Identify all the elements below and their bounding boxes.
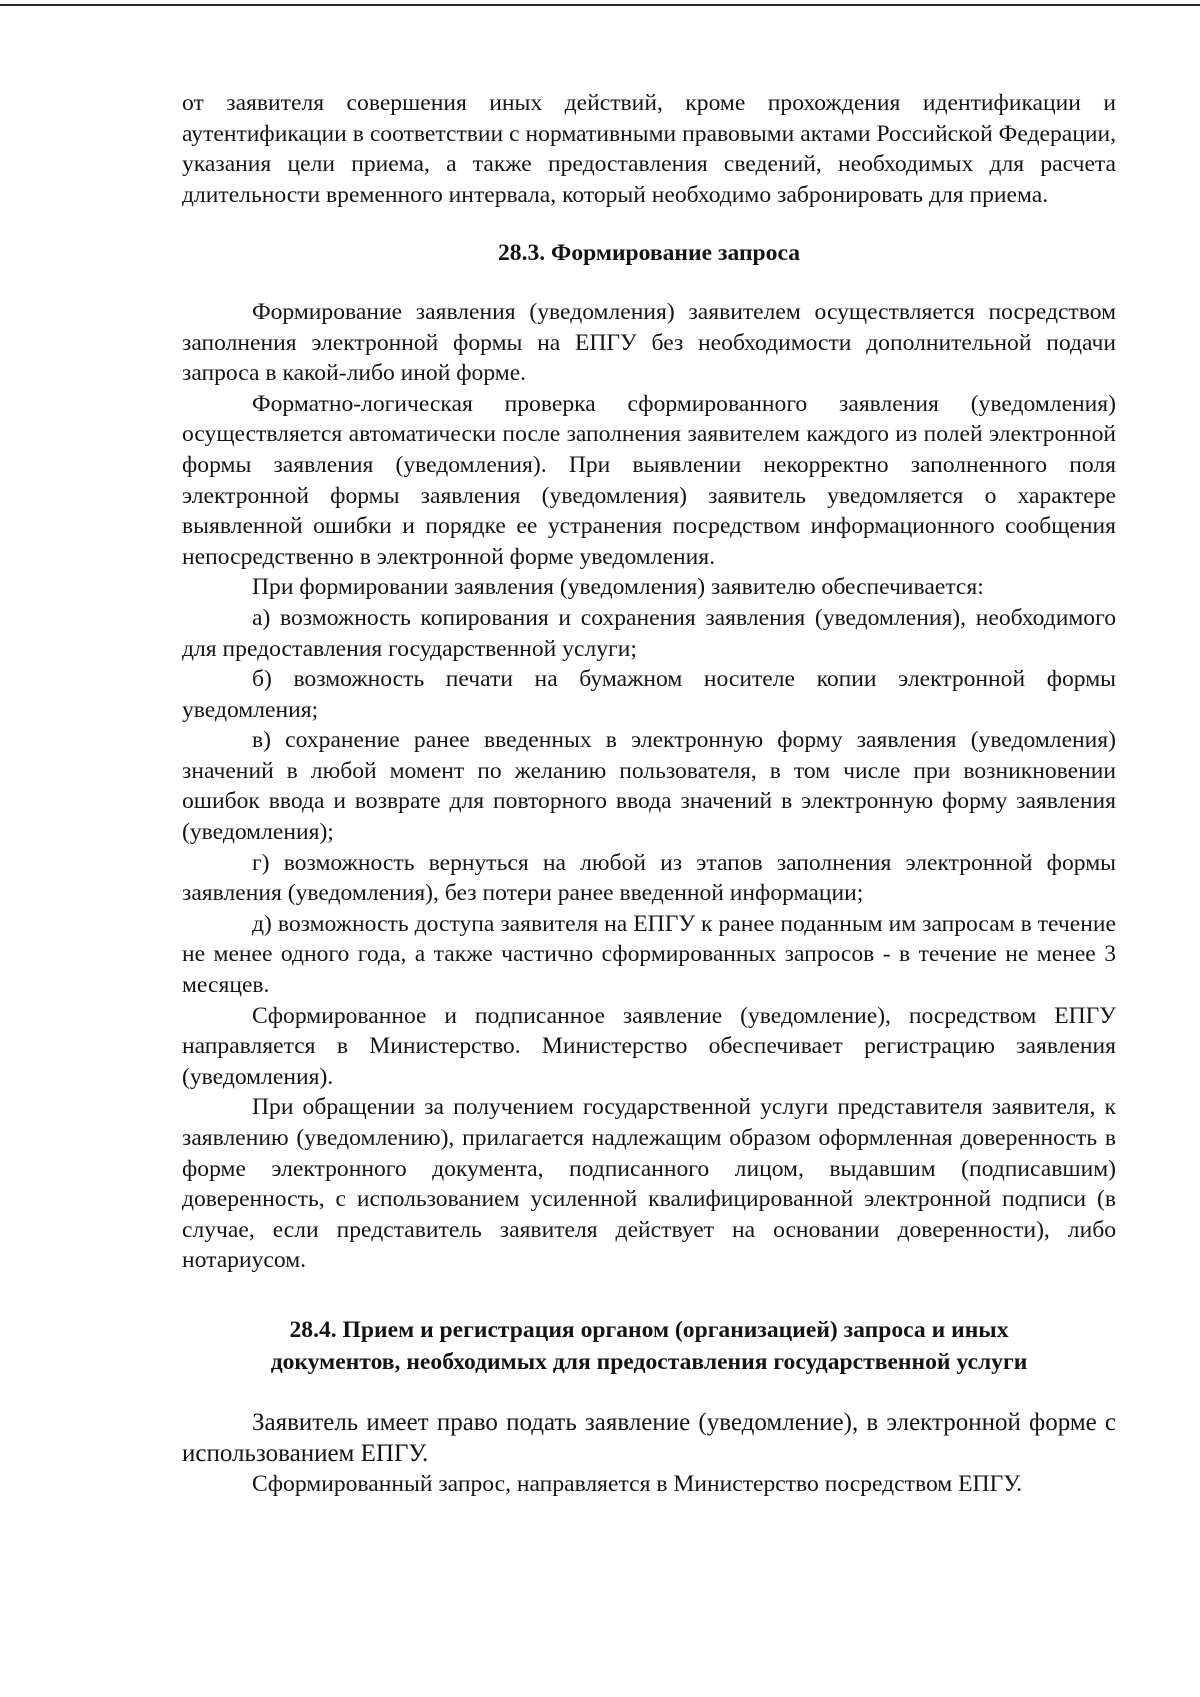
paragraph-representative: При обращении за получением государственной услуги представителя заявителя, к заявлению (уведомлению), прилагается надлежащим образом оформленная доверенность в форме электронного документа, подписанного лицом, выдавшим (подписавшим) доверенность, с использованием усиленной квалифицированной электронной подписи (в случае, если представитель заявителя действует на основании доверенности), либо нотариусом.: [182, 1094, 1116, 1274]
list-item-d: д) возможность доступа заявителя на ЕПГУ к ранее поданным им запросам в течение не менее одного года, а также частично сформированных запросов - в течение не менее 3 месяцев.: [182, 910, 1116, 999]
list-item-g: г) возможность вернуться на любой из этапов заполнения электронной формы заявления (уведомления), без потери ранее введенной информации;: [182, 849, 1116, 907]
list-item-b: б) возможность печати на бумажном носителе копии электронной формы уведомления;: [182, 666, 1116, 723]
paragraph-format-logical-check: Форматно-логическая проверка сформированного заявления (уведомления) осуществляется автоматически после заполнения заявителем каждого из полей электронной формы заявления (уведомления). При выявлении некорректно заполненного поля электронной формы заявления (уведомления) заявитель уведомляется о характере выявленной ошибки и порядке ее устранения посредством информационного сообщения непосредственно в электронной форме уведомления.: [182, 390, 1116, 570]
scan-top-border: [0, 4, 1200, 6]
section-heading-28-4-line1: 28.4. Прием и регистрация органом (организацией) запроса и иных: [289, 1316, 1009, 1343]
paragraph-applicant-provided: При формировании заявления (уведомления) заявителю обеспечивается:: [252, 574, 984, 601]
paragraph-request-sent: Сформированный запрос, направляется в Министерство посредством ЕПГУ.: [252, 1471, 1022, 1498]
list-item-v: в) сохранение ранее введенных в электронную форму заявления (уведомления) значений в любой момент по желанию пользователя, в том числе при возникновении ошибок ввода и возврате для повторного ввода значений в электронную форму заявления (уведомления);: [182, 727, 1116, 846]
section-heading-28-4: [182, 1314, 1116, 1378]
section-heading-28-4-line2: документов, необходимых для предоставления государственной услуги: [270, 1348, 1028, 1375]
section-heading-28-3: 28.3. Формирование запроса: [497, 240, 801, 267]
paragraph-applicant-right: Заявитель имеет право подать заявление (уведомление), в электронной форме с использованием ЕПГУ.: [182, 1408, 1116, 1467]
intro-paragraph: от заявителя совершения иных действий, кроме прохождения идентификации и аутентификации в соответствии с нормативными правовыми актами Российской Федерации, указания цели приема, а также предоставления сведений, необходимых для расчета длительности временного интервала, который необходимо забронировать для приема.: [182, 90, 1116, 208]
paragraph-forming-request: Формирование заявления (уведомления) заявителем осуществляется посредством заполнения электронной формы на ЕПГУ без необходимости дополнительной подачи запроса в какой-либо иной форме.: [182, 298, 1116, 387]
paragraph-signed-application: Сформированное и подписанное заявление (уведомление), посредством ЕПГУ направляется в Министерство. Министерство обеспечивает регистрацию заявления (уведомления).: [182, 1002, 1116, 1090]
document-page: [182, 88, 1116, 1500]
list-item-a: а) возможность копирования и сохранения заявления (уведомления), необходимого для предоставления государственной услуги;: [182, 604, 1116, 662]
